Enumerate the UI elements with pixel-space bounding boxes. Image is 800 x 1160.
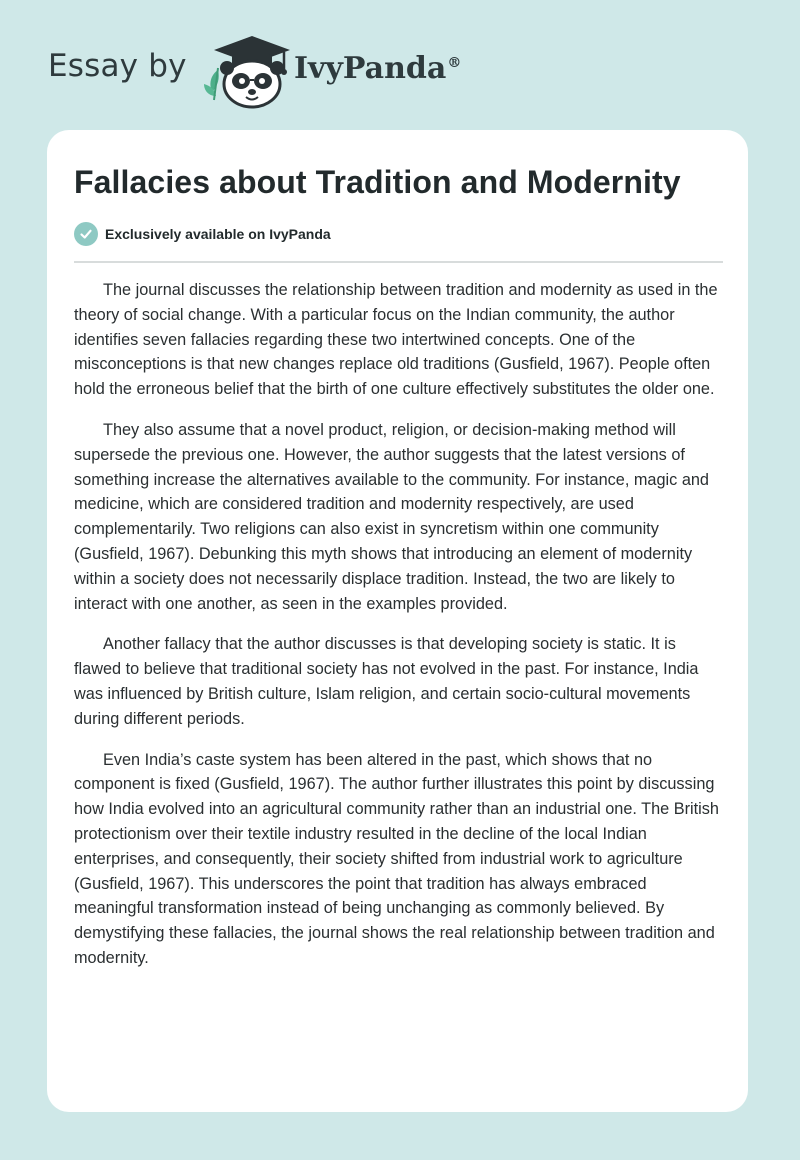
paragraph: Another fallacy that the author discusses is that developing society is static. It is flawed to believe that traditional society has not evolved in the past. For instance, India was influenced by British culture, Islam religion, and certain socio-cultural movements during different periods. <box>74 635 699 728</box>
paragraph: The journal discusses the relationship between tradition and modernity as used in the theory of social change. With a particular focus on the Indian community, the author identifies seven fallacies regarding these two intertwined concepts. One of the misconceptions is that new changes replace old traditions (Gusfield, 1967). People often hold the erroneous belief that the birth of one culture effectively substitutes the older one. <box>74 281 718 399</box>
brand-logo-text[interactable] <box>294 51 461 86</box>
panda-graduate-icon[interactable] <box>202 34 294 110</box>
check-circle-icon <box>74 222 98 246</box>
exclusive-badge-text: Exclusively available on IvyPanda <box>105 226 331 242</box>
site-header <box>48 34 508 110</box>
essay-by-label: Essay by <box>48 48 187 84</box>
essay-body <box>74 278 726 987</box>
registered-mark: ® <box>447 55 462 71</box>
page-title: Fallacies about Tradition and Modernity <box>74 164 681 200</box>
essay-card <box>47 130 748 1112</box>
paragraph: They also assume that a novel product, religion, or decision-making method will supersede the previous one. However, the author suggests that the latest versions of something increase the alternatives available to the community. For instance, magic and medicine, which are considered tradition and modernity respectively, are used complementarily. Two religions can also exist in syncretism within one community (Gusfield, 1967). Debunking this myth shows that introducing an element of modernity within a society does not necessarily displace tradition. Instead, the two are likely to interact with one another, as seen in the examples provided. <box>74 420 709 613</box>
paragraph: Even India’s caste system has been altered in the past, which shows that no component is fixed (Gusfield, 1967). The author further illustrates this point by discussing how India evolved into an agricultural community rather than an industrial one. The British protectionism over their textile industry resulted in the decline of the local Indian enterprises, and consequently, their society shifted from industrial work to agriculture (Gusfield, 1967). This underscores the point that tradition has always embraced meaningful transformation instead of being unchanging as commonly believed. By demystifying these fallacies, the journal shows the real relationship between tradition and modernity. <box>74 750 719 967</box>
brand-name: IvyPanda <box>294 51 447 86</box>
divider <box>74 261 723 263</box>
exclusive-badge <box>74 222 331 246</box>
